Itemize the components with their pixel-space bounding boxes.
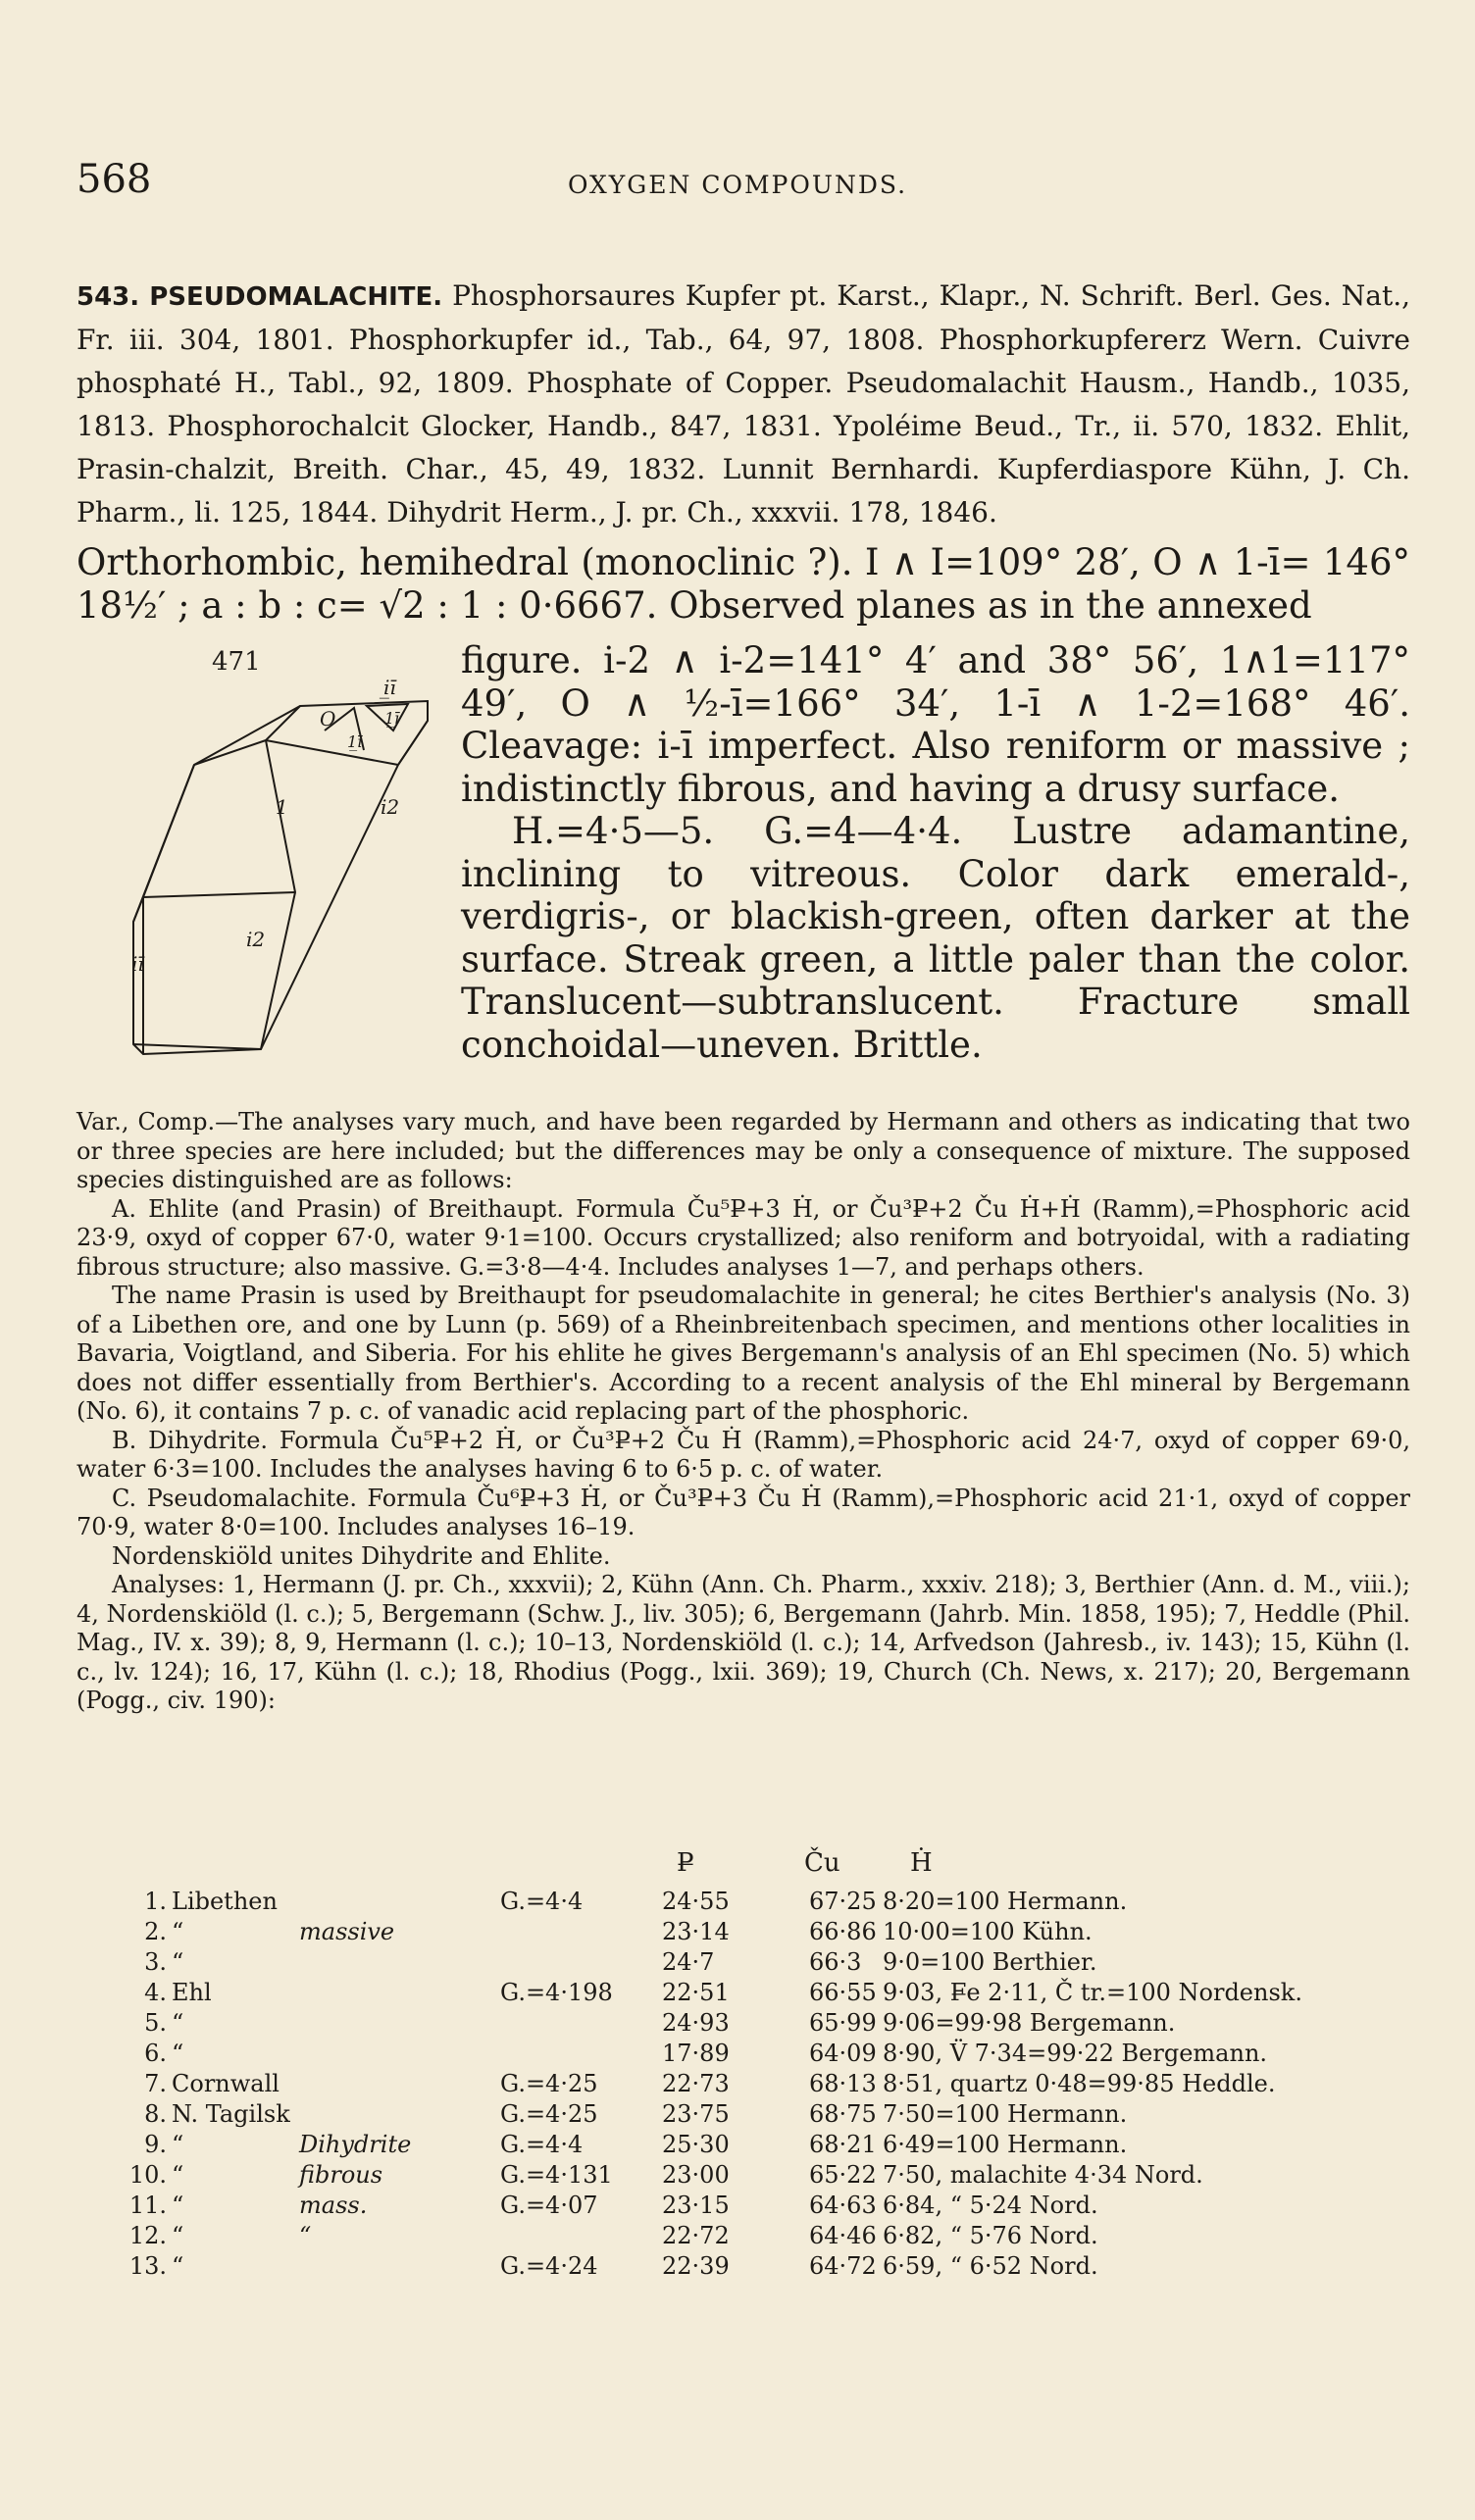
table-cell-loc: “ (172, 2161, 184, 2189)
table-cell-no: 8. (144, 2100, 167, 2128)
table-cell-h: 8·20=100 Hermann. (883, 1888, 1128, 1915)
running-head: OXYGEN COMPOUNDS. (567, 171, 908, 199)
variety-c: C. Pseudomalachite. Formula Ču⁶P̶+3 Ḣ, or Ču³P̶+3 Ču Ḣ (Ramm),=Phosphoric acid 21·1, oxyd of copper 70·9, water 8·0=100. Includes analyses 16–19. (76, 1484, 1410, 1540)
table-cell-loc: N. Tagilsk (172, 2100, 290, 2128)
table-row (127, 1888, 1422, 1918)
table-cell-h: 8·90, V̈ 7·34=99·22 Bergemann. (883, 2040, 1268, 2067)
table-header (127, 1848, 1422, 1878)
table-row (127, 1918, 1422, 1948)
crystal-description-rest: figure. i-2 ∧ i-2=141° 4′ and 38° 56′, 1∧1=117° 49′, O ∧ ½-ī=166° 34′, 1-ī ∧ 1-2=168° 46′. Cleavage: i-ī imperfect. Also reniform or massive ; indistinctly fibrous, and having a drusy surface. (461, 639, 1410, 810)
table-cell-cu: 66·55 (809, 1979, 877, 2006)
table-cell-cu: 68·75 (809, 2100, 877, 2128)
table-cell-cu: 64·09 (809, 2040, 877, 2067)
page-number: 568 (76, 157, 152, 202)
column-header: Ču (804, 1848, 840, 1878)
table-cell-loc: Ehl (172, 1979, 212, 2006)
table-cell-cu: 67·25 (809, 1888, 877, 1915)
table-cell-no: 4. (144, 1979, 167, 2006)
table-cell-p: 24·55 (662, 1888, 730, 1915)
table-cell-cu: 68·13 (809, 2070, 877, 2097)
table-cell-no: 11. (128, 2192, 167, 2219)
table-cell-no: 5. (144, 2009, 167, 2037)
crystal-drawing (114, 677, 447, 1069)
table-row (127, 2009, 1422, 2040)
table-row (127, 2070, 1422, 2100)
table-cell-var: “ (299, 2222, 312, 2249)
figure-label: 1̲ī (384, 709, 400, 728)
table-cell-p: 23·15 (662, 2192, 730, 2219)
table-cell-h: 9·0=100 Berthier. (883, 1948, 1097, 1976)
table-cell-h: 6·59, “ 6·52 Nord. (883, 2252, 1098, 2280)
figure-number: 471 (212, 647, 261, 677)
table-cell-no: 9. (144, 2131, 167, 2158)
species-title: 543. PSEUDOMALACHITE. (76, 282, 443, 312)
table-cell-g: G.=4·24 (500, 2252, 598, 2280)
table-cell-g: G.=4·198 (500, 1979, 613, 2006)
table-cell-no: 7. (144, 2070, 167, 2097)
table-cell-g: G.=4·25 (500, 2070, 598, 2097)
table-cell-var: massive (299, 1918, 395, 1945)
table-cell-cu: 65·99 (809, 2009, 877, 2037)
var-comp-section (76, 1108, 1410, 1716)
analyses-list: Analyses: 1, Hermann (J. pr. Ch., xxxvii); 2, Kühn (Ann. Ch. Pharm., xxxiv. 218); 3, Berthier (Ann. d. M., viii.); 4, Nordenskiöld (l. c.); 5, Bergemann (Schw. J., liv. 305); 6, Bergemann (Jahrb. Min. 1858, 195); 7, Heddle (Phil. Mag., IV. x. 39); 8, 9, Hermann (l. c.); 10–13, Nordenskiöld (l. c.); 14, Arfvedson (Jahresb., iv. 143); 15, Kühn (l. c., lv. 124); 16, 17, Kühn (l. c.); 18, Rhodius (Pogg., lxii. 369); 19, Church (Ch. News, x. 217); 20, Bergemann (Pogg., civ. 190): (76, 1571, 1410, 1714)
table-cell-p: 23·75 (662, 2100, 730, 2128)
table-row (127, 2222, 1422, 2252)
variety-a: A. Ehlite (and Prasin) of Breithaupt. Formula Ču⁵P̶+3 Ḣ, or Ču³P̶+2 Ču Ḣ+Ḣ (Ramm),=Phosphoric acid 23·9, oxyd of copper 67·0, water 9·1=100. Occurs crystallized; also reniform and botryoidal, with a radiating fibrous structure; also massive. G.=3·8—4·4. Includes analyses 1—7, and perhaps others. (76, 1194, 1410, 1281)
table-cell-loc: Cornwall (172, 2070, 280, 2097)
table-row (127, 2040, 1422, 2070)
table-cell-p: 17·89 (662, 2040, 730, 2067)
table-cell-loc: “ (172, 2040, 184, 2067)
table-cell-loc: “ (172, 1918, 184, 1945)
table-cell-cu: 66·3 (809, 1948, 862, 1976)
table-cell-loc: “ (172, 2192, 184, 2219)
figure-label: i2 (246, 928, 266, 951)
table-row (127, 2100, 1422, 2131)
species-synonymy: Phosphorsaures Kupfer pt. Karst., Klapr., N. Schrift. Berl. Ges. Nat., Fr. iii. 304, 1801. Phosphorkupfer id., Tab., 64, 97, 1808. Phosphorkupfererz Wern. Cuivre phosphaté H., Tabl., 92, 1809. Phosphate of Copper. Pseudomalachit Hausm., Handb., 1035, 1813. Phosphorochalcit Glocker, Handb., 847, 1831. Ypoléime Beud., Tr., ii. 570, 1832. Ehlit, Prasin-chalzit, Breith. Char., 45, 49, 1832. Lunnit Bernhardi. Kupferdiaspore Kühn, J. Ch. Pharm., li. 125, 1844. Dihydrit Herm., J. pr. Ch., xxxvii. 178, 1846. (76, 279, 1410, 529)
table-cell-h: 9·06=99·98 Bergemann. (883, 2009, 1176, 2037)
table-cell-h: 7·50=100 Hermann. (883, 2100, 1128, 2128)
table-cell-cu: 64·46 (809, 2222, 877, 2249)
table-cell-loc: “ (172, 2222, 184, 2249)
table-cell-p: 23·14 (662, 1918, 730, 1945)
table-cell-p: 22·73 (662, 2070, 730, 2097)
species-entry (76, 275, 1410, 534)
column-header: P̶ (677, 1848, 694, 1878)
table-cell-cu: 66·86 (809, 1918, 877, 1945)
table-cell-var: Dihydrite (299, 2131, 412, 2158)
table-cell-no: 3. (144, 1948, 167, 1976)
var-comp-intro: Var., Comp.—The analyses vary much, and have been regarded by Hermann and others as indicating that two or three species are here included; but the differences may be only a consequence of mixture. The supposed species distinguished are as follows: (76, 1108, 1410, 1193)
table-cell-p: 24·7 (662, 1948, 715, 1976)
table-cell-no: 6. (144, 2040, 167, 2067)
table-cell-p: 25·30 (662, 2131, 730, 2158)
table-cell-h: 8·51, quartz 0·48=99·85 Heddle. (883, 2070, 1276, 2097)
table-cell-cu: 64·63 (809, 2192, 877, 2219)
prasin-note: The name Prasin is used by Breithaupt for pseudomalachite in general; he cites Berthier's analysis (No. 3) of a Libethen ore, and one by Lunn (p. 569) of a Rheinbreitenbach specimen, and mentions other localities in Bavaria, Voigtland, and Siberia. For his ehlite he gives Bergemann's analysis of an Ehl specimen (No. 5) which does not differ essentially from Berthier's. According to a recent analysis of the Ehl mineral by Bergemann (No. 6), it contains 7 p. c. of vanadic acid replacing part of the phosphoric. (76, 1282, 1410, 1425)
crystal-description (461, 639, 1410, 1066)
figure-label: i̲ī (383, 677, 396, 699)
table-cell-h: 9·03, F̶e 2·11, Č tr.=100 Nordensk. (883, 1979, 1302, 2006)
table-cell-p: 22·39 (662, 2252, 730, 2280)
variety-b: B. Dihydrite. Formula Ču⁵P̶+2 Ḣ, or Ču³P̶+2 Ču Ḣ (Ramm),=Phosphoric acid 24·7, oxyd of copper 69·0, water 6·3=100. Includes the analyses having 6 to 6·5 p. c. of water. (76, 1426, 1410, 1483)
table-cell-cu: 65·22 (809, 2161, 877, 2189)
table-cell-var: mass. (299, 2192, 368, 2219)
table-row (127, 1979, 1422, 2009)
table-cell-h: 6·84, “ 5·24 Nord. (883, 2192, 1098, 2219)
table-cell-no: 2. (144, 1918, 167, 1945)
table-cell-h: 6·82, “ 5·76 Nord. (883, 2222, 1098, 2249)
table-cell-p: 22·72 (662, 2222, 730, 2249)
column-header: Ḣ (910, 1848, 933, 1878)
table-cell-g: G.=4·4 (500, 1888, 584, 1915)
table-cell-cu: 68·21 (809, 2131, 877, 2158)
table-cell-loc: “ (172, 2252, 184, 2280)
table-cell-h: 7·50, malachite 4·34 Nord. (883, 2161, 1203, 2189)
table-cell-p: 24·93 (662, 2009, 730, 2037)
table-row (127, 2131, 1422, 2161)
figure-label: i2 (381, 795, 400, 819)
table-cell-h: 6·49=100 Hermann. (883, 2131, 1128, 2158)
table-cell-g: G.=4·25 (500, 2100, 598, 2128)
table-cell-loc: “ (172, 2009, 184, 2037)
table-cell-p: 23·00 (662, 2161, 730, 2189)
page-header (76, 157, 1399, 206)
figure-label: O (320, 707, 336, 731)
crystal-description-line: Orthorhombic, hemihedral (monoclinic ?). I ∧ I=109° 28′, O ∧ 1-ī= 146° 18½′ ; a : b : c= √2 : 1 : 0·6667. Observed planes as in the annexed (76, 541, 1410, 627)
table-cell-g: G.=4·4 (500, 2131, 584, 2158)
table-cell-var: fibrous (299, 2161, 383, 2189)
table-cell-loc: “ (172, 1948, 184, 1976)
nordenskiold-note: Nordenskiöld unites Dihydrite and Ehlite. (112, 1541, 611, 1570)
table-row (127, 2252, 1422, 2283)
table-cell-g: G.=4·07 (500, 2192, 598, 2219)
crystal-figure (114, 647, 447, 1069)
table-cell-loc: Libethen (172, 1888, 278, 1915)
table-cell-loc: “ (172, 2131, 184, 2158)
figure-label: iī (131, 952, 144, 976)
table-cell-cu: 64·72 (809, 2252, 877, 2280)
table-cell-no: 12. (128, 2222, 167, 2249)
figure-label: 1̲ī (347, 732, 363, 751)
table-cell-no: 1. (144, 1888, 167, 1915)
table-cell-no: 10. (128, 2161, 167, 2189)
table-cell-h: 10·00=100 Kühn. (883, 1918, 1093, 1945)
physical-properties: H.=4·5—5. G.=4—4·4. Lustre adamantine, inclining to vitreous. Color dark emerald-, verdigris-, or blackish-green, often darker at the surface. Streak green, a little paler than the color. Translucent—subtranslucent. Fracture small conchoidal—uneven. Brittle. (461, 810, 1410, 1066)
table-cell-no: 13. (128, 2252, 167, 2280)
table-cell-g: G.=4·131 (500, 2161, 613, 2189)
table-cell-p: 22·51 (662, 1979, 730, 2006)
table-row (127, 1948, 1422, 1979)
table-row (127, 2192, 1422, 2222)
table-row (127, 2161, 1422, 2192)
figure-label: 1 (276, 795, 288, 819)
